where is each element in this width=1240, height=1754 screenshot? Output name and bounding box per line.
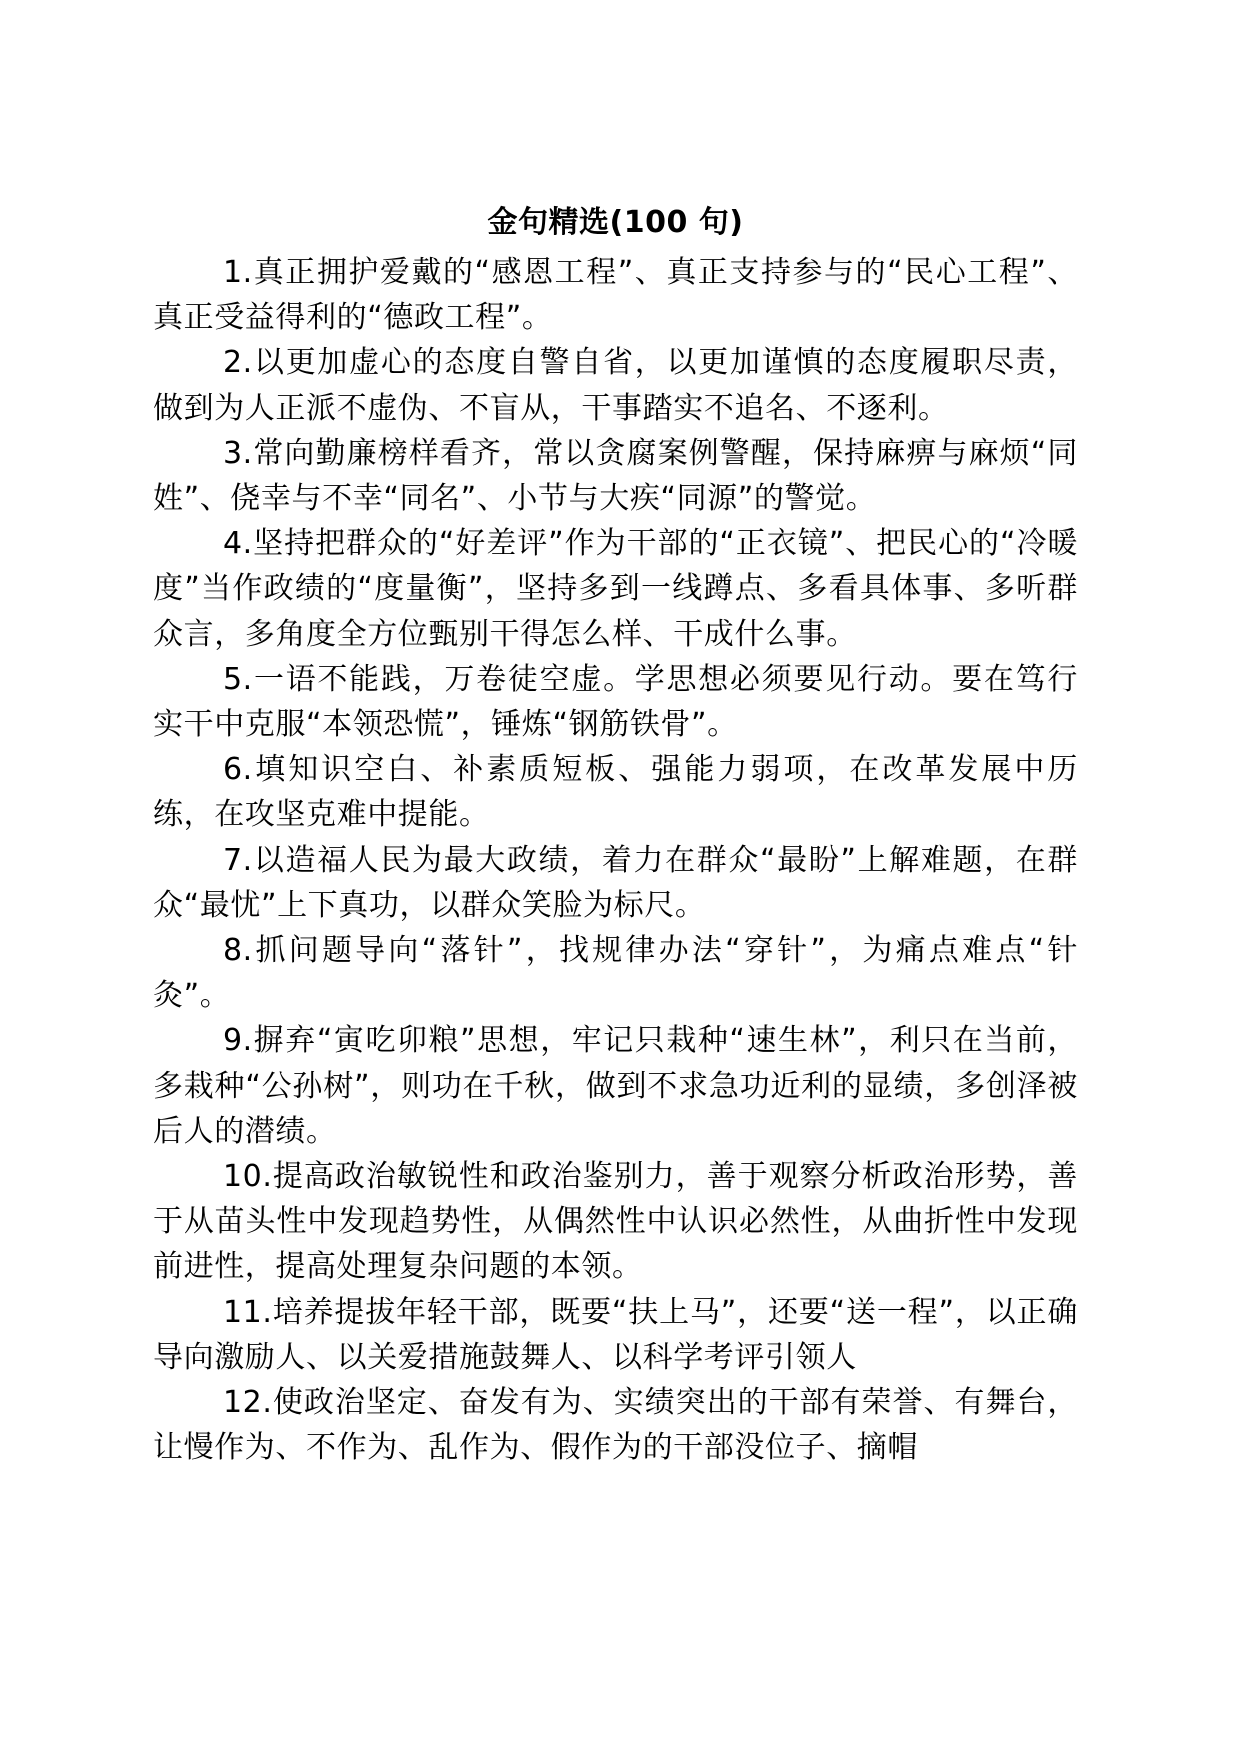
quote-paragraph-7: 7.以造福人民为最大政绩，着力在群众“最盼”上解难题，在群众“最忧”上下真功，以群众笑脸为标尺。 xyxy=(153,842,1078,923)
document-title: 金句精选(100 句) xyxy=(487,205,744,240)
quote-paragraph-4: 4.坚持把群众的“好差评”作为干部的“正衣镜”、把民心的“冷暖度”当作政绩的“度量衡”，坚持多到一线蹲点、多看具体事、多听群众言，多角度全方位甄别干得怎么样、干成什么事。 xyxy=(153,526,1078,652)
quote-paragraph-5: 5.一语不能践，万卷徒空虚。学思想必须要见行动。要在笃行实干中克服“本领恐慌”，锤炼“钢筋铁骨”。 xyxy=(153,661,1078,743)
quote-paragraph-10: 10.提高政治敏锐性和政治鉴别力，善于观察分析政治形势，善于从苗头性中发现趋势性，从偶然性中认识必然性，从曲折性中发现前进性，提高处理复杂问题的本领。 xyxy=(153,1159,1078,1285)
quote-paragraph-3: 3.常向勤廉榜样看齐，常以贪腐案例警醒，保持麻痹与麻烦“同姓”、侥幸与不幸“同名”、小节与大疾“同源”的警觉。 xyxy=(153,435,1078,517)
document-body xyxy=(153,196,1078,1470)
quote-paragraph-11: 11.培养提拔年轻干部，既要“扶上马”，还要“送一程”，以正确导向激励人、以关爱措施鼓舞人、以科学考评引领人 xyxy=(153,1294,1078,1375)
quote-paragraph-6: 6.填知识空白、补素质短板、强能力弱项，在改革发展中历练，在攻坚克难中提能。 xyxy=(153,752,1078,833)
quote-paragraph-9: 9.摒弃“寅吃卯粮”思想，牢记只栽种“速生林”，利只在当前，多栽种“公孙树”，则功在千秋，做到不求急功近利的显绩，多创泽被后人的潜绩。 xyxy=(153,1023,1078,1149)
quote-paragraph-2: 2.以更加虚心的态度自警自省，以更加谨慎的态度履职尽责，做到为人正派不虚伪、不盲从，干事踏实不追名、不逐利。 xyxy=(153,345,1078,426)
quote-paragraph-8: 8.抓问题导向“落针”，找规律办法“穿针”，为痛点难点“针灸”。 xyxy=(153,933,1078,1014)
quote-paragraph-12: 12.使政治坚定、奋发有为、实绩突出的干部有荣誉、有舞台，让慢作为、不作为、乱作为、假作为的干部没位子、摘帽 xyxy=(153,1385,1078,1466)
quote-paragraph-1: 1.真正拥护爱戴的“感恩工程”、真正支持参与的“民心工程”、真正受益得利的“德政工程”。 xyxy=(153,255,1078,336)
